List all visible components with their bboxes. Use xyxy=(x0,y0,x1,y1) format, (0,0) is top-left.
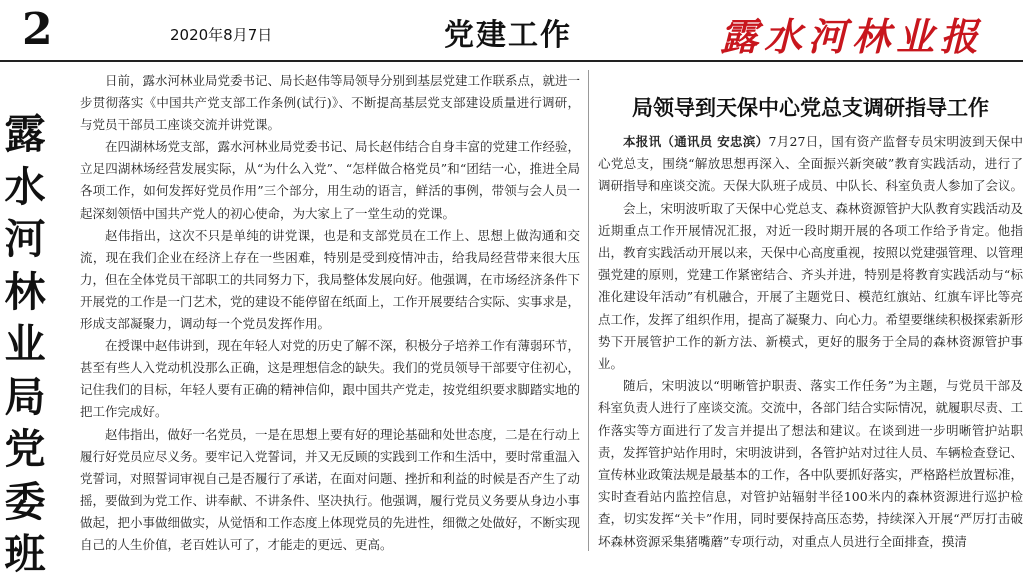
article-paragraph: 会上，宋明波听取了天保中心党总支、森林资源管护大队教育实践活动及近期重点工作开展情况汇报，对近一段时期开展的各项工作给予肯定。他指出，教育实践活动开展以来，天保中心高度重视，按照以党建强管理、以管理强党建的原则，党建工作紧密结合、齐头并进，特别是将教育实践活动与“标准化建设年活动”有机融合，开展了主题党日、模范红旗站、红旗车评比等亮点工作，发挥了组织作用，提高了凝聚力、向心力。希望要继续积极探索新形势下开展管护工作的新方法、新模式，更好的服务于全局的森林资源管护事业。 xyxy=(598,200,1023,372)
page-number: 2 xyxy=(22,4,53,55)
article-paragraph: 在授课中赵伟讲到，现在年轻人对党的历史了解不深，积极分子培养工作有薄弱环节，甚至有些人入党动机没那么正确，这是理想信念的缺失。我们的党员领导干部要守住初心，记住我们的目标，年轻人要有正确的精神信仰，跟中国共产党走，按党组织要求脚踏实地的把工作完成好。 xyxy=(80,338,581,420)
right-article xyxy=(598,131,1023,553)
article-paragraph: 在四湖林场党支部，露水河林业局党委书记、局长赵伟结合自身丰富的党建工作经验，立足四湖林场经营发展实际，从“为什么入党”、“怎样做合格党员”和“团结一心，推进全局各项工作，如何发挥好党员作用”三个部分，用生动的语言，鲜活的事例，带领与会人员一起深刻领悟中国共产党人的初心使命，为大家上了一堂生动的党课。 xyxy=(80,139,581,221)
article-paragraph: 赵伟指出，这次不只是单纯的讲党课，也是和支部党员在工作上、思想上做沟通和交流，现在我们企业在经济上存在一些困难，特别是受到疫情冲击，给我局经营带来很大压力，但在全体党员干部职工的共同努力下，我局整体发展向好。他强调，在市场经济条件下开展党的工作是一门艺术，党的建设不能停留在纸面上，工作开展要结合实际、实事求是，形成支部凝聚力，调动每一个党员发挥作用。 xyxy=(80,227,581,332)
section-title: 党建工作 xyxy=(444,18,572,53)
column-divider xyxy=(588,70,589,551)
left-article xyxy=(80,70,580,556)
header-rule xyxy=(0,60,1023,62)
article-paragraph: 随后，宋明波以“明晰管护职责、落实工作任务”为主题，与党员干部及科室负责人进行了座谈交流。交流中，各部门结合实际情况，就履职尽责、工作落实等方面进行了发言并提出了想法和建议。在谈到进一步明晰管护站职责，发挥管护站作用时，宋明波讲到，各管护站对过往人员、车辆检查登记、宣传林业政策法规是最基本的工作，各中队要抓好落实，严格路栏放置标准，实时查看站内监控信息，对管护站辐射半径100米内的森林资源进行巡护检查，切实发挥“关卡”作用，同时要保持高压态势，持续深入开展“严厉打击破坏森林资源采集猪嘴蘑”专项行动，对重点人员进行全面排查，摸清 xyxy=(598,378,1023,549)
newspaper-masthead: 露水河林业报 xyxy=(720,14,985,59)
article-lead-paragraph xyxy=(598,131,1023,198)
lead-text: 7月27日，国有资产监督专员宋明波到天保中心党总支，围绕“解放思想再深入、全面振兴新突破”教育实践活动，进行了调研指导和座谈交流。天保大队班子成员、中队长、科室负责人参加了会议。 xyxy=(598,134,1023,194)
side-vertical-title: 露水河林业局党委班 xyxy=(4,110,46,578)
article-paragraph: 日前，露水河林业局党委书记、局长赵伟等局领导分别到基层党建工作联系点，就进一步贯彻落实《中国共产党支部工作条例(试行)》、不断提高基层党支部建设质量进行调研，与党员干部员工座谈交流并讲党课。 xyxy=(80,73,581,133)
article-byline: 本报讯（通讯员 安忠滨） xyxy=(623,134,769,149)
issue-date: 2020年8月7日 xyxy=(170,26,273,44)
right-article-headline: 局领导到天保中心党总支调研指导工作 xyxy=(632,95,989,120)
article-paragraph: 赵伟指出，做好一名党员，一是在思想上要有好的理论基础和处世态度，二是在行动上履行好党员应尽义务。要牢记入党誓词，并又无反顾的实践到工作和生活中，要时常重温入党誓词，对照誓词审视自己是否履行了承诺，在面对问题、挫折和利益的时候是否产生了动摇，要做到为党工作、讲奉献、不讲条件、坚决执行。他强调，履行党员义务要从身边小事做起，把小事做细做实，从觉悟和工作态度上体现党员的先进性，细微之处做好，不断实现自己的人生价值，老百姓认可了，才能走的更远、更高。 xyxy=(80,426,581,552)
page-header xyxy=(0,0,1023,60)
